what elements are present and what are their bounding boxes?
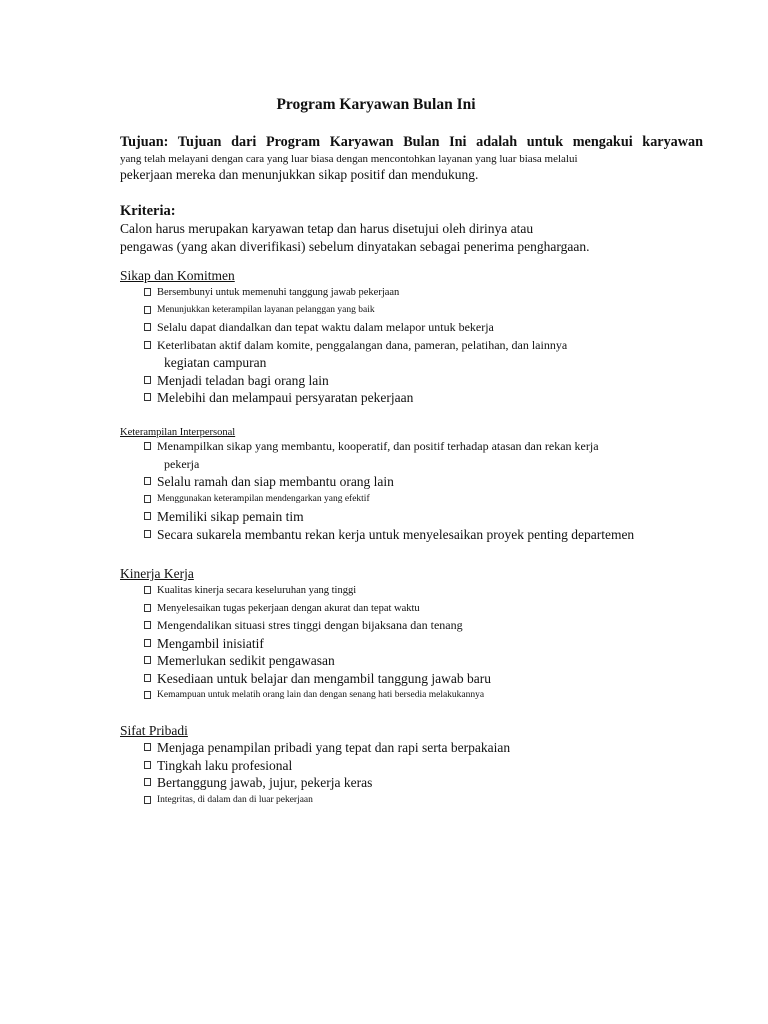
checkbox-icon: [144, 743, 151, 751]
list-item: Mengendalikan situasi stres tinggi dengan bijaksana dan tenang: [144, 617, 720, 635]
list-item: Kesediaan untuk belajar dan mengambil tanggung jawab baru: [144, 670, 720, 688]
checkbox-icon: [144, 656, 151, 664]
checkbox-icon: [144, 586, 151, 594]
checkbox-icon: [144, 778, 151, 786]
criteria-line-1: Calon harus merupakan karyawan tetap dan harus disetujui oleh dirinya atau: [120, 221, 534, 236]
list-item: Secara sukarela membantu rekan kerja untuk menyelesaikan proyek penting departemen: [144, 526, 720, 544]
section-heading: Sifat Pribadi: [120, 723, 188, 738]
list-item: Kemampuan untuk melatih orang lain dan dengan senang hati bersedia melakukannya: [144, 687, 720, 705]
purpose-line-3: pekerjaan mereka dan menunjukkan sikap positif dan mendukung.: [120, 167, 479, 182]
checkbox-icon: [144, 674, 151, 682]
section-heading: Keterampilan Interpersonal: [120, 427, 236, 438]
purpose-text-1: Tujuan dari Program Karyawan Bulan Ini adalah untuk mengakui karyawan: [177, 134, 704, 150]
checklist: [120, 438, 720, 543]
list-item: Tingkah laku profesional: [144, 757, 720, 775]
list-item: Menyelesaikan tugas pekerjaan dengan akurat dan tepat waktu: [144, 600, 720, 618]
section-performance: [120, 566, 720, 705]
criteria-line-2: pengawas (yang akan diverifikasi) sebelum dinyatakan sebagai penerima penghargaan.: [120, 239, 590, 254]
list-item: Selalu dapat diandalkan dan tepat waktu dalam melapor untuk bekerja: [144, 319, 720, 337]
list-item: Mengambil inisiatif: [144, 635, 720, 653]
checkbox-icon: [144, 621, 151, 629]
checkbox-icon: [144, 288, 151, 296]
checkbox-icon: [144, 796, 151, 804]
checklist: [120, 739, 720, 809]
checkbox-icon: [144, 477, 151, 485]
list-item: Memerlukan sedikit pengawasan: [144, 652, 720, 670]
section-interpersonal: [120, 427, 720, 543]
list-item: Menggunakan keterampilan mendengarkan yang efektif: [144, 491, 720, 509]
checkbox-icon: [144, 604, 151, 612]
list-item: Menjadi teladan bagi orang lain: [144, 372, 720, 390]
section-attitude: [120, 268, 720, 407]
list-item: Menampilkan sikap yang membantu, kooperatif, dan positif terhadap atasan dan rekan kerja pekerja: [144, 438, 720, 473]
checkbox-icon: [144, 442, 151, 450]
checkbox-icon: [144, 639, 151, 647]
checklist: [120, 582, 720, 705]
section-heading: Sikap dan Komitmen: [120, 268, 235, 283]
checkbox-icon: [144, 393, 151, 401]
purpose-line-1: [120, 134, 703, 151]
checkbox-icon: [144, 761, 151, 769]
checkbox-icon: [144, 512, 151, 520]
list-item: Memiliki sikap pemain tim: [144, 508, 720, 526]
checkbox-icon: [144, 495, 151, 503]
checkbox-icon: [144, 323, 151, 331]
list-item: Kualitas kinerja secara keseluruhan yang tinggi: [144, 582, 720, 600]
checkbox-icon: [144, 341, 151, 349]
list-item: Integritas, di dalam dan di luar pekerjaan: [144, 792, 720, 810]
list-item: Bersembunyi untuk memenuhi tanggung jawab pekerjaan: [144, 284, 720, 302]
purpose-block: [120, 134, 703, 183]
checkbox-icon: [144, 530, 151, 538]
list-item: Menjaga penampilan pribadi yang tepat dan rapi serta berpakaian: [144, 739, 720, 757]
criteria-block: [120, 203, 720, 256]
list-item: Selalu ramah dan siap membantu orang lain: [144, 473, 720, 491]
purpose-line-2: yang telah melayani dengan cara yang luar biasa dengan mencontohkan layanan yang luar biasa melalui: [120, 153, 578, 165]
list-item: Melebihi dan melampaui persyaratan pekerjaan: [144, 389, 720, 407]
list-item: Bertanggung jawab, jujur, pekerja keras: [144, 774, 720, 792]
criteria-label: Kriteria:: [120, 203, 176, 219]
page-title: Program Karyawan Bulan Ini: [276, 96, 476, 113]
list-item: Keterlibatan aktif dalam komite, penggalangan dana, pameran, pelatihan, dan lainnya kegiatan campuran: [144, 337, 720, 372]
list-item: Menunjukkan keterampilan layanan pelanggan yang baik: [144, 302, 720, 320]
checklist: [120, 284, 720, 407]
purpose-label: Tujuan:: [120, 134, 169, 150]
section-heading: Kinerja Kerja: [120, 566, 194, 581]
checkbox-icon: [144, 376, 151, 384]
section-personal: [120, 723, 720, 809]
checkbox-icon: [144, 691, 151, 699]
checkbox-icon: [144, 306, 151, 314]
